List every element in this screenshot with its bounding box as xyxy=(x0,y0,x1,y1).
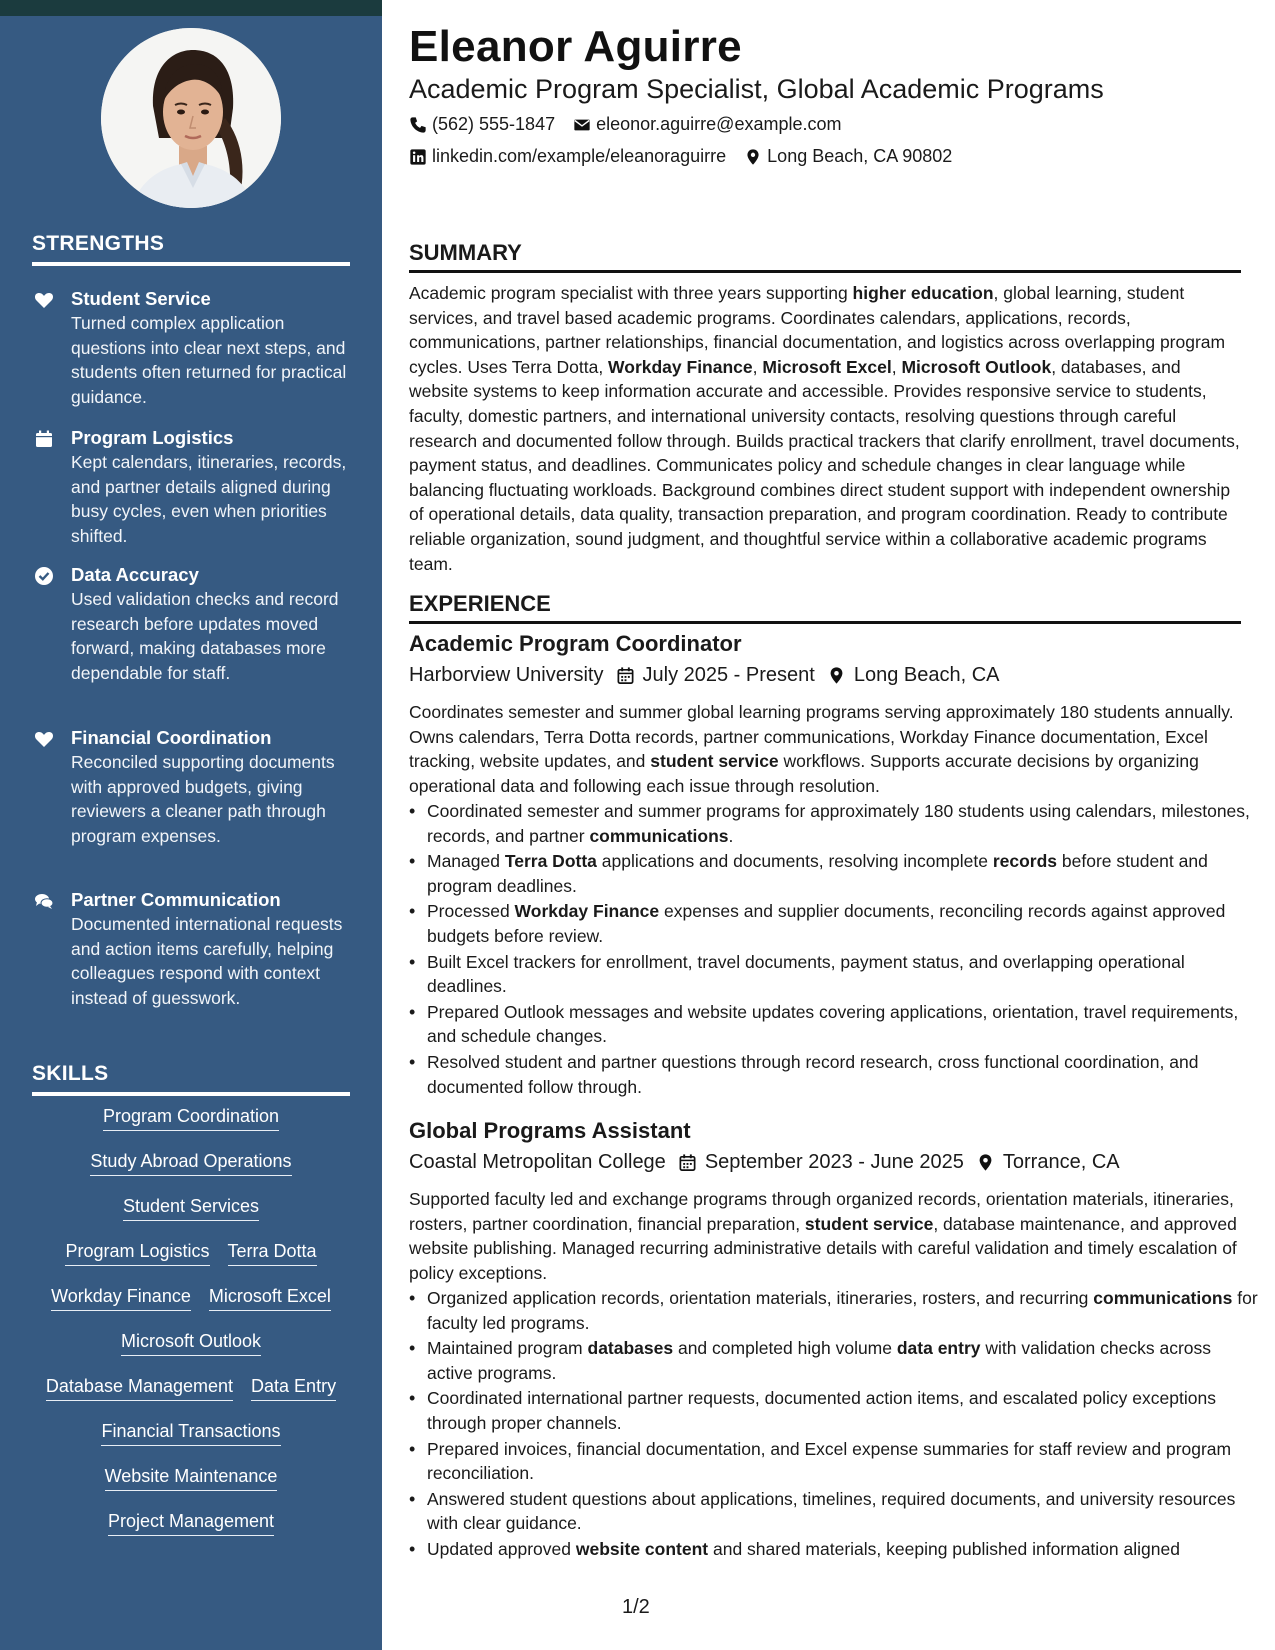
job-meta xyxy=(409,664,999,687)
strength-desc: Turned complex application questions into clear next steps, and students often returned for practical guidance. xyxy=(71,313,347,407)
candidate-name: Eleanor Aguirre xyxy=(409,22,742,71)
job-bullets xyxy=(409,1286,1259,1563)
strength-item xyxy=(32,726,350,848)
job-dates: September 2023 - June 2025 xyxy=(704,1151,964,1173)
calendar-icon xyxy=(678,1153,697,1172)
strength-name: Student Service xyxy=(71,288,211,309)
contact-row xyxy=(409,114,842,135)
job-bullet: • Resolved student and partner questions through record research, cross functional coordination, and documented follow through. xyxy=(427,1050,1259,1099)
skills-list xyxy=(32,1104,350,1554)
heart-icon xyxy=(34,290,54,310)
strength-desc: Reconciled supporting documents with approved budgets, giving reviewers a cleaner path through program expenses. xyxy=(71,752,335,846)
job-bullet: • Answered student questions about applications, timelines, required documents, and university resources with clear guidance. xyxy=(427,1487,1259,1536)
email-link[interactable]: eleonor.aguirre@example.com xyxy=(596,114,842,134)
job-bullet: • Organized application records, orientation materials, itineraries, rosters, and recurring communications for faculty led programs. xyxy=(427,1286,1259,1335)
envelope-icon xyxy=(573,116,591,134)
location-pin-icon xyxy=(827,666,846,685)
strength-desc: Used validation checks and record research before updates moved forward, making databases more dependable for staff. xyxy=(71,589,339,683)
skill-tag: Microsoft Outlook xyxy=(121,1329,261,1356)
job-summary: Coordinates semester and summer global learning programs serving approximately 180 students annually. Owns calendars, Terra Dotta records, partner communications, Workday Finance documentation, Excel tracking, website updates, and student service workflows. Supports accurate decisions by organizing operational data and following each issue through resolution. xyxy=(409,702,1234,796)
job-bullet: • Processed Workday Finance expenses and supplier documents, reconciling records against approved budgets before review. xyxy=(427,899,1259,948)
calendar-icon xyxy=(34,429,54,449)
strength-item xyxy=(32,287,350,409)
strengths-title: STRENGTHS xyxy=(32,232,350,266)
phone-icon xyxy=(409,116,427,134)
job-summary: Supported faculty led and exchange programs through organized records, orientation materials, itineraries, rosters, partner coordination, financial preparation, student service, database maintenance, and approved website publishing. Managed recurring administrative details with careful validation and timely escalation of policy exceptions. xyxy=(409,1189,1237,1283)
strength-desc: Documented international requests and action items carefully, helping colleagues respond with context instead of guesswork. xyxy=(71,914,343,1008)
job-bullet: • Built Excel trackers for enrollment, travel documents, payment status, and overlapping operational deadlines. xyxy=(427,950,1259,999)
phone-number[interactable]: (562) 555-1847 xyxy=(432,114,556,134)
skill-tag: Program Logistics xyxy=(65,1239,209,1266)
contact-row xyxy=(409,146,952,167)
skill-tag: Financial Transactions xyxy=(101,1419,280,1446)
job-title: Academic Program Coordinator xyxy=(409,631,742,656)
sidebar xyxy=(0,0,382,1650)
check-circle-icon xyxy=(34,566,54,586)
employer-name: Coastal Metropolitan College xyxy=(409,1151,666,1173)
location-pin-icon xyxy=(976,1153,995,1172)
top-band xyxy=(0,0,382,16)
job-location: Torrance, CA xyxy=(1002,1151,1120,1173)
linkedin-link[interactable]: linkedin.com/example/eleanoraguirre xyxy=(432,146,727,166)
job-bullet: • Managed Terra Dotta applications and documents, resolving incomplete records before student and program deadlines. xyxy=(427,849,1259,898)
chat-icon xyxy=(34,891,54,911)
job-bullet: • Prepared Outlook messages and website updates covering applications, orientation, travel requirements, and schedule changes. xyxy=(427,1000,1259,1049)
strength-item xyxy=(32,426,350,548)
skill-tag: Project Management xyxy=(108,1509,274,1536)
job-bullet: • Updated approved website content and shared materials, keeping published information aligned xyxy=(427,1537,1259,1562)
location-pin-icon xyxy=(744,148,762,166)
summary-title: SUMMARY xyxy=(409,240,1241,273)
skill-tag: Terra Dotta xyxy=(228,1239,317,1266)
skill-tag: Microsoft Excel xyxy=(209,1284,331,1311)
job-dates: July 2025 - Present xyxy=(642,664,815,686)
job-title: Global Programs Assistant xyxy=(409,1118,691,1143)
strength-name: Program Logistics xyxy=(71,427,234,448)
candidate-role: Academic Program Specialist, Global Academic Programs xyxy=(409,74,1104,104)
skill-tag: Data Entry xyxy=(251,1374,336,1401)
skill-tag: Student Services xyxy=(123,1194,259,1221)
page-number: 1/2 xyxy=(622,1596,650,1618)
skills-title: SKILLS xyxy=(32,1062,350,1096)
job-bullet: • Coordinated international partner requests, documented action items, and escalated policy exceptions through proper channels. xyxy=(427,1386,1259,1435)
skill-tag: Website Maintenance xyxy=(105,1464,278,1491)
skill-tag: Program Coordination xyxy=(103,1104,279,1131)
job-bullet: • Coordinated semester and summer programs for approximately 180 students using calendars, milestones, records, and partner communications. xyxy=(427,799,1259,848)
calendar-icon xyxy=(616,666,635,685)
skill-tag: Database Management xyxy=(46,1374,233,1401)
job-bullets xyxy=(409,799,1259,1100)
profile-photo xyxy=(101,28,281,208)
job-bullet: • Maintained program databases and completed high volume data entry with validation checks across active programs. xyxy=(427,1336,1259,1385)
strength-item xyxy=(32,888,350,1010)
skill-tag: Study Abroad Operations xyxy=(90,1149,291,1176)
job-bullet: • Prepared invoices, financial documentation, and Excel expense summaries for staff review and program reconciliation. xyxy=(427,1437,1259,1486)
strength-item xyxy=(32,563,350,685)
strength-name: Data Accuracy xyxy=(71,564,199,585)
summary-text: Academic program specialist with three years supporting higher education, global learning, student services, and travel based academic programs. Coordinates calendars, applications, records, communications, partner relationships, financial documentation, and logistics across overlapping program cycles. Uses Terra Dotta, Workday Finance, Microsoft Excel, Microsoft Outlook, databases, and website systems to keep information accurate and accessible. Provides responsive service to students, faculty, domestic partners, and international university contacts, resolving questions through careful research and documented follow through. Builds practical trackers that clarify enrollment, travel documents, payment status, and deadlines. Communicates policy and schedule changes in clear language while balancing fluctuating workloads. Background combines direct student support with independent ownership of operational details, data quality, transaction preparation, and program coordination. Ready to contribute reliable organization, sound judgment, and thoughtful service within a collaborative academic programs team. xyxy=(409,283,1240,574)
job-meta xyxy=(409,1151,1120,1174)
strength-desc: Kept calendars, itineraries, records, and partner details aligned during busy cycles, even when priorities shifted. xyxy=(71,452,347,546)
experience-title: EXPERIENCE xyxy=(409,591,1241,624)
heart-icon xyxy=(34,729,54,749)
strength-name: Partner Communication xyxy=(71,889,281,910)
employer-name: Harborview University xyxy=(409,664,604,686)
strength-name: Financial Coordination xyxy=(71,727,272,748)
location-text: Long Beach, CA 90802 xyxy=(767,146,953,166)
linkedin-icon xyxy=(409,148,427,166)
skill-tag: Workday Finance xyxy=(51,1284,191,1311)
job-location: Long Beach, CA xyxy=(853,664,1000,686)
